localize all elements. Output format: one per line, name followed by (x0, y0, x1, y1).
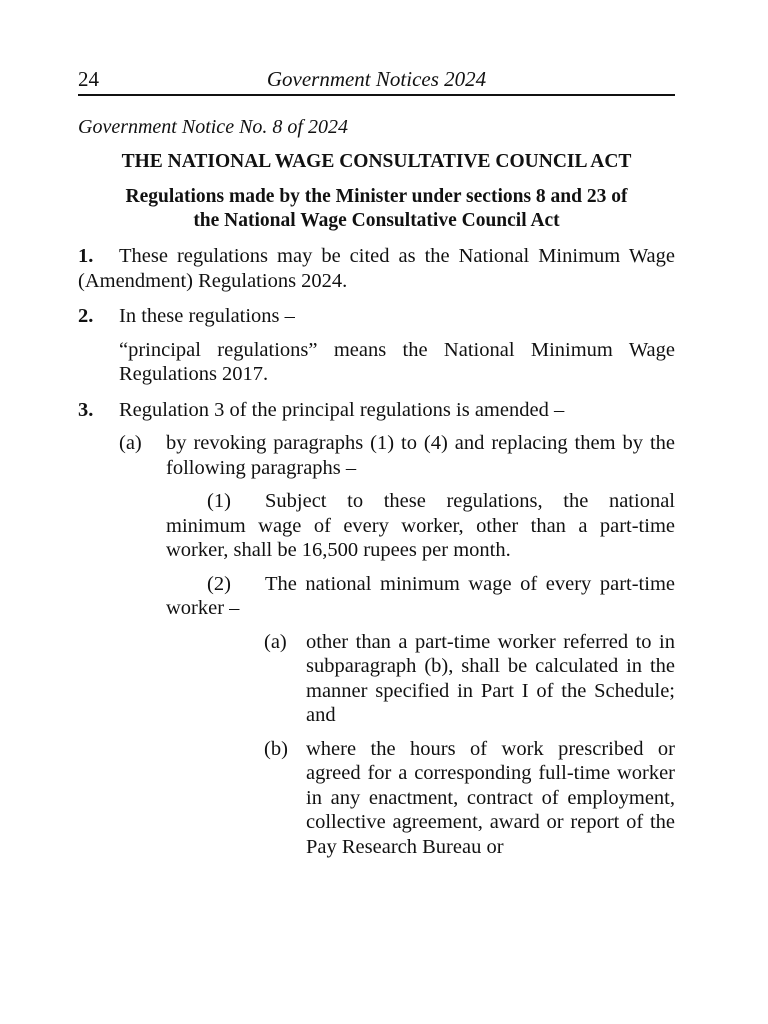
subparagraph-a (78, 630, 675, 728)
paragraph-2 (166, 572, 675, 621)
regulations-subtitle (78, 185, 675, 233)
section-1 (78, 244, 675, 293)
subparagraph-b (78, 737, 675, 860)
section-text: In these regulations – (119, 305, 295, 327)
item-text: by revoking paragraphs (1) to (4) and replacing them by the following paragraphs – (166, 432, 675, 479)
subparagraph-label: (b) (264, 737, 288, 760)
document-page (78, 64, 675, 859)
subparagraph-label: (a) (264, 630, 287, 653)
act-title: THE NATIONAL WAGE CONSULTATIVE COUNCIL ACT (121, 151, 632, 172)
subparagraph-text: where the hours of work prescribed or agreed for a corresponding full-time worker in any enactment, contract of employment, collective agreement, award or report of the Pay Research Bureau or (306, 737, 675, 858)
amendment-item-a (78, 431, 675, 480)
section-number: 3. (78, 398, 94, 421)
subtitle-line-2: the National Wage Consultative Council Act (193, 210, 560, 231)
section-3 (78, 398, 675, 423)
item-label: (a) (119, 432, 142, 454)
definition-principal-regulations: “principal regulations” means the National Minimum Wage Regulations 2017. (119, 338, 675, 385)
page-number: 24 (78, 67, 99, 91)
subtitle-line-1: Regulations made by the Minister under sections 8 and 23 of (125, 186, 628, 207)
section-number: 2. (78, 305, 94, 327)
paragraph-text: The national minimum wage of every part-time worker – (166, 572, 675, 619)
notice-number: Government Notice No. 8 of 2024 (78, 116, 348, 138)
subparagraph-text: other than a part-time worker referred to in subparagraph (b), shall be calculated in the manner specified in Part I of the Schedule; and (306, 630, 675, 726)
running-title: Government Notices 2024 (266, 67, 487, 91)
section-number: 1. (78, 245, 94, 267)
paragraph-text: Subject to these regulations, the national minimum wage of every worker, other than a part-time worker, shall be 16,500 rupees per month. (166, 490, 675, 561)
section-text: Regulation 3 of the principal regulations is amended – (119, 398, 565, 421)
running-header (78, 64, 675, 96)
paragraph-1 (166, 489, 675, 563)
paragraph-label: (1) (207, 490, 231, 512)
section-2 (78, 304, 675, 387)
paragraph-label: (2) (207, 572, 231, 595)
section-text: These regulations may be cited as the National Minimum Wage (Amendment) Regulations 2024. (78, 245, 675, 292)
